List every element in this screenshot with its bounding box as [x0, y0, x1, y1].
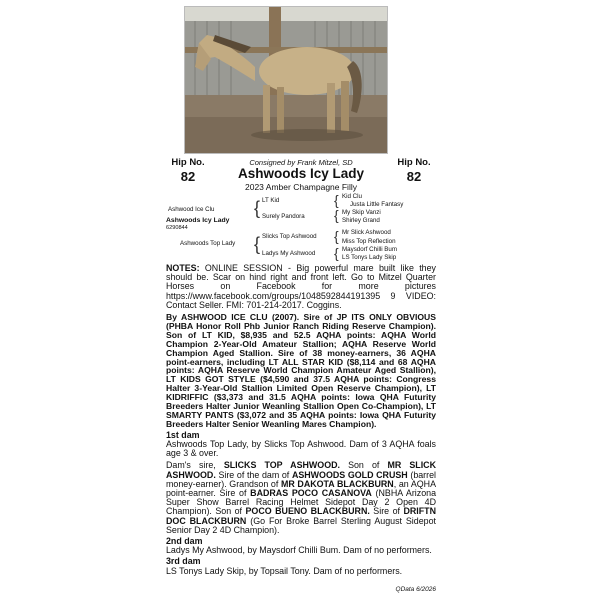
third-dam-text: LS Tonys Lady Skip, by Topsail Tony. Dam of no performers.: [166, 565, 403, 576]
hip-number: 82: [180, 169, 196, 184]
pedigree-brace: {: [254, 198, 261, 218]
dams-sire-text: , an AQHA point-earner. Sire of: [166, 478, 436, 499]
dams-sire-text: Son of: [339, 460, 388, 471]
first-dam-heading: 1st dam: [166, 429, 200, 440]
dams-sire-horse: MR DAKOTA BLACKBURN: [280, 478, 394, 489]
pedigree-sd-sire: My Skip Vanzi: [342, 209, 381, 216]
pedigree-sire-sire: LT Kid: [262, 197, 280, 204]
dams-sire-horse: POCO BUENO BLACKBURN.: [245, 506, 370, 517]
first-dam-text: Ashwoods Top Lady, by Slicks Top Ashwood. Dam of 3 AQHA foals age 3 & over.: [166, 439, 436, 459]
dams-sire-text: Sire of: [369, 506, 404, 517]
pedigree-ss-dam: Justa Little Fantasy: [350, 201, 404, 208]
hip-number-right: [392, 157, 436, 184]
pedigree-brace: {: [334, 228, 339, 244]
hip-label: Hip No.: [397, 157, 431, 168]
pedigree-chart: [166, 193, 436, 263]
dams-sire-horse: DRIFTN DOC BLACKBURN: [166, 506, 436, 526]
pedigree-dam: Ashwoods Top Lady: [180, 240, 236, 247]
pedigree-brace: {: [334, 245, 339, 261]
dams-sire-lead: Dam's sire,: [166, 460, 216, 471]
sire-paragraph: By ASHWOOD ICE CLU (2007). Sire of JP ITS ONLY OBVIOUS (PHBA Honor Roll Phb Junior Ranch Riding Reserve Champion). Son of LT KID, $8,935 and 52.5 AQHA points: AQHA World Champion 2-Year-Old Amateur Stallion; AQHA Reserve World Champion Aged Stallion. Sire of 38 money-earners, 36 AQHA point-earners, including LT ALL STAR KID ($8,114 and 68 AQHA points: AQHA Reserve World Champion Amateur Aged Stallion), LT KIDS GOT STYLE ($4,590 and 37.5 AQHA points: Congress Halter 3-Year-Old Stallion Limited Open Reserve Champion), LT KIDRIFFIC ($3,373 and 31.5 AQHA points: Iowa QHA Futurity Breeders Halter Junior Weanling Stallion Open Co-Champion), LT SMARTY PANTS ($3,072 and 35 AQHA points: Iowa QHA Futurity Breeders Halter Senior Weanling Mares Champion).: [166, 312, 436, 429]
consignor: Consigned by Frank Mitzel, SD: [249, 158, 353, 167]
pedigree-sire: Ashwood Ice Clu: [168, 206, 215, 213]
pedigree-sire-dam: Surely Pandora: [262, 213, 305, 220]
pedigree-sd-dam: Shirley Grand: [342, 217, 380, 224]
horse-photo-illustration: [185, 7, 388, 154]
hip-label: Hip No.: [171, 157, 205, 168]
notes-text: ONLINE SESSION - Big powerful mare built like they should be. Scar on hind right and front left. Go to Mitzel Quarter Horses on Facebook for more pictures https://www.facebook.com/groups/1048592844191395 9 VIDEO: Contact Seller. FMI: 701-214-2017. Coggins.: [166, 263, 436, 310]
second-dam-text: Ladys My Ashwood, by Maysdorf Chilli Bum. Dam of no performers.: [166, 545, 432, 556]
dams-sire-horse: ASHWOODS GOLD CRUSH: [291, 469, 408, 480]
pedigree-brace: {: [334, 207, 339, 223]
pedigree-dd-dam: LS Tonys Lady Skip: [342, 254, 397, 261]
dams-sire-text: (Go For Broke Barrel Sterling August Sidepot Senior Day 2 4D Champion).: [166, 515, 436, 535]
pedigree-dd-sire: Maysdorf Chilli Bum: [342, 246, 398, 253]
pedigree-ss-sire: Kid Clu: [342, 193, 362, 200]
second-dam-heading: 2nd dam: [166, 536, 203, 547]
third-dam-heading: 3rd dam: [166, 556, 201, 567]
dams-sire-text: (barrel money-earner). Grandson of: [166, 469, 437, 489]
horse-description: 2023 Amber Champagne Filly: [245, 182, 357, 192]
pedigree-dam-dam: Ladys My Ashwood: [262, 250, 316, 257]
dams-sire-horse: BADRAS POCO CASANOVA: [250, 488, 372, 499]
footer-credit: QData 6/2026: [395, 586, 436, 593]
dams-sire-text: (NBHA Arizona Super Show Barrel Racing Helmet Sidepot Day 2 Open 4D Champion). Son of: [166, 488, 436, 517]
pedigree-dam-sire: Slicks Top Ashwood: [262, 233, 317, 240]
pedigree-horse: Ashwoods Icy Lady: [166, 217, 230, 224]
notes-paragraph: [166, 264, 436, 310]
dams-sire-name: SLICKS TOP ASHWOOD.: [223, 460, 340, 471]
horse-name: Ashwoods Icy Lady: [237, 166, 365, 181]
dams-sire-horse: MR SLICK ASHWOOD.: [166, 460, 436, 480]
dams-sire-paragraph: [166, 461, 436, 535]
pedigree-brace: {: [254, 234, 261, 254]
notes-label: NOTES:: [166, 263, 200, 273]
pedigree-reg-number: 6290844: [166, 225, 188, 231]
dams-sire-text: Sire of the dam of: [215, 469, 292, 480]
pedigree-ds-dam: Miss Top Reflection: [342, 238, 396, 245]
pedigree-brace: {: [334, 192, 339, 208]
hip-number: 82: [406, 169, 422, 184]
catalog-header: [166, 157, 436, 193]
catalog-body: [166, 264, 436, 576]
pedigree-ds-sire: Mr Slick Ashwood: [342, 229, 391, 236]
horse-photo: [184, 6, 388, 154]
